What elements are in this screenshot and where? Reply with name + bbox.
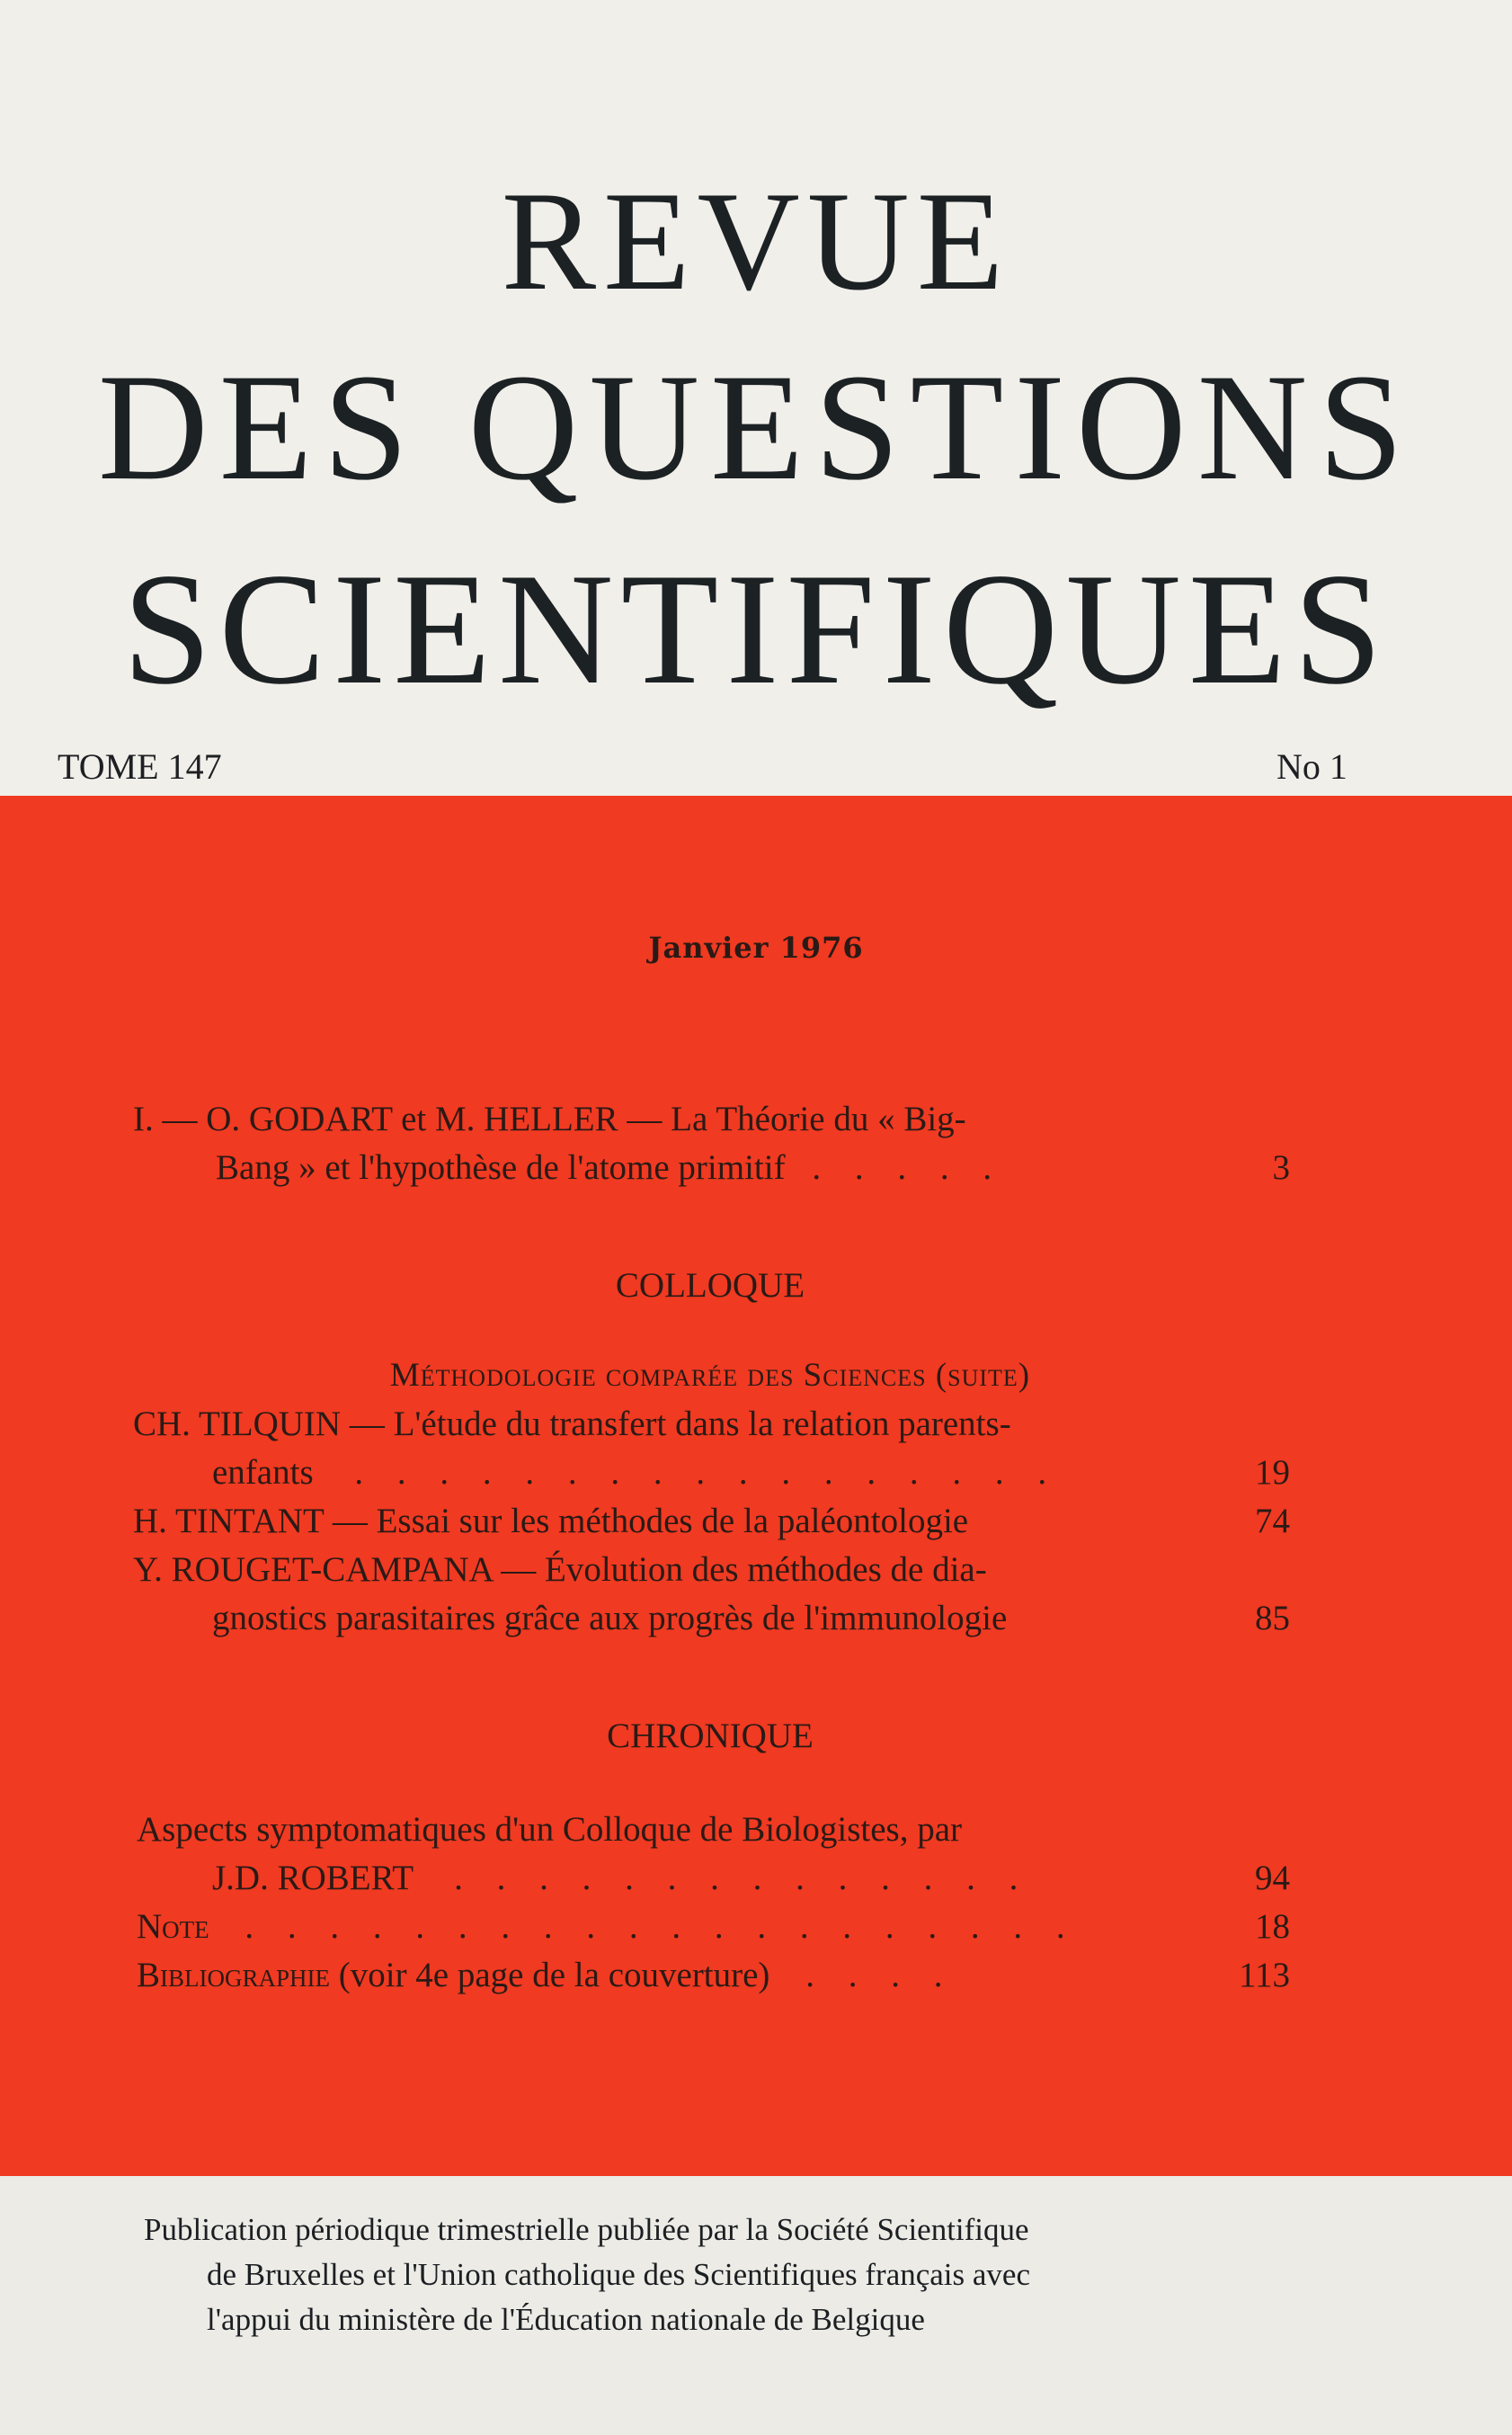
colloque-item-1-dots: . . . . . . . . . . . . . . . . . [354, 1453, 1060, 1492]
issue-number: No 1 [1276, 746, 1347, 787]
chronique-item-author: J.D. ROBERT [212, 1859, 414, 1897]
bibliographie-text: (voir 4e page de la couverture) [338, 1956, 770, 1994]
publisher-footer [0, 2176, 1512, 2435]
chronique-item-line-1: Aspects symptomatiques d'un Colloque de Biologistes, par [137, 1810, 963, 1849]
bibliographie-page: 113 [1238, 1956, 1290, 1994]
issue-date: Janvier 1976 [648, 931, 864, 965]
article-1-page: 3 [1272, 1148, 1290, 1187]
journal-title-line-2: DES QUESTIONS [97, 343, 1415, 512]
colloque-subheading: Méthodologie comparée des Sciences (suite) [389, 1357, 1031, 1394]
colloque-item-3-line-2: gnostics parasitaires grâce aux progrès de l'immunologie [212, 1599, 1008, 1637]
bibliographie-line [137, 1958, 955, 1993]
colloque-heading: COLLOQUE [615, 1266, 805, 1305]
colloque-item-2-line-1: H. TINTANT — Essai sur les méthodes de la paléontologie [133, 1502, 969, 1540]
bibliographie-label: Bibliographie [137, 1956, 330, 1994]
note-label: Note [137, 1907, 209, 1946]
article-1-title-end: Bang » et l'hypothèse de l'atome primitif [216, 1148, 786, 1187]
note-dots: . . . . . . . . . . . . . . . . . . . . [245, 1907, 1078, 1946]
colloque-item-1-title-end: enfants [212, 1453, 314, 1492]
publisher-line-2: de Bruxelles et l'Union catholique des Scientifiques français avec [207, 2257, 1030, 2292]
article-1-line-2 [216, 1150, 1004, 1185]
journal-title-line-1: REVUE [501, 163, 1011, 320]
masthead [0, 0, 1512, 796]
chronique-heading: CHRONIQUE [607, 1717, 814, 1755]
note-line [137, 1909, 1078, 1944]
colloque-item-3-page: 85 [1255, 1599, 1290, 1637]
colloque-item-1-line-2 [212, 1455, 1059, 1490]
chronique-item-dots: . . . . . . . . . . . . . . [454, 1859, 1031, 1897]
article-1-line-1: I. — O. GODART et M. HELLER — La Théorie du « Big- [133, 1100, 966, 1138]
table-of-contents [0, 796, 1512, 2176]
colloque-item-1-page: 19 [1255, 1453, 1290, 1492]
publisher-line-3: l'appui du ministère de l'Éducation nationale de Belgique [207, 2302, 925, 2337]
publisher-line-1: Publication périodique trimestrielle publiée par la Société Scientifique [144, 2212, 1029, 2247]
volume-number: TOME 147 [58, 746, 222, 787]
note-page: 18 [1255, 1907, 1290, 1946]
colloque-item-1-line-1: CH. TILQUIN — L'étude du transfert dans la relation parents- [133, 1405, 1011, 1443]
bibliographie-dots: . . . . [805, 1956, 956, 1994]
colloque-item-3-line-1: Y. ROUGET-CAMPANA — Évolution des méthodes de dia- [133, 1550, 987, 1589]
chronique-item-page: 94 [1255, 1859, 1290, 1897]
chronique-item-line-2 [212, 1860, 1030, 1895]
colloque-item-2-page: 74 [1255, 1502, 1290, 1540]
article-1-dots: . . . . . [812, 1148, 1005, 1187]
journal-title-line-3: SCIENTIFIQUES [122, 540, 1390, 718]
